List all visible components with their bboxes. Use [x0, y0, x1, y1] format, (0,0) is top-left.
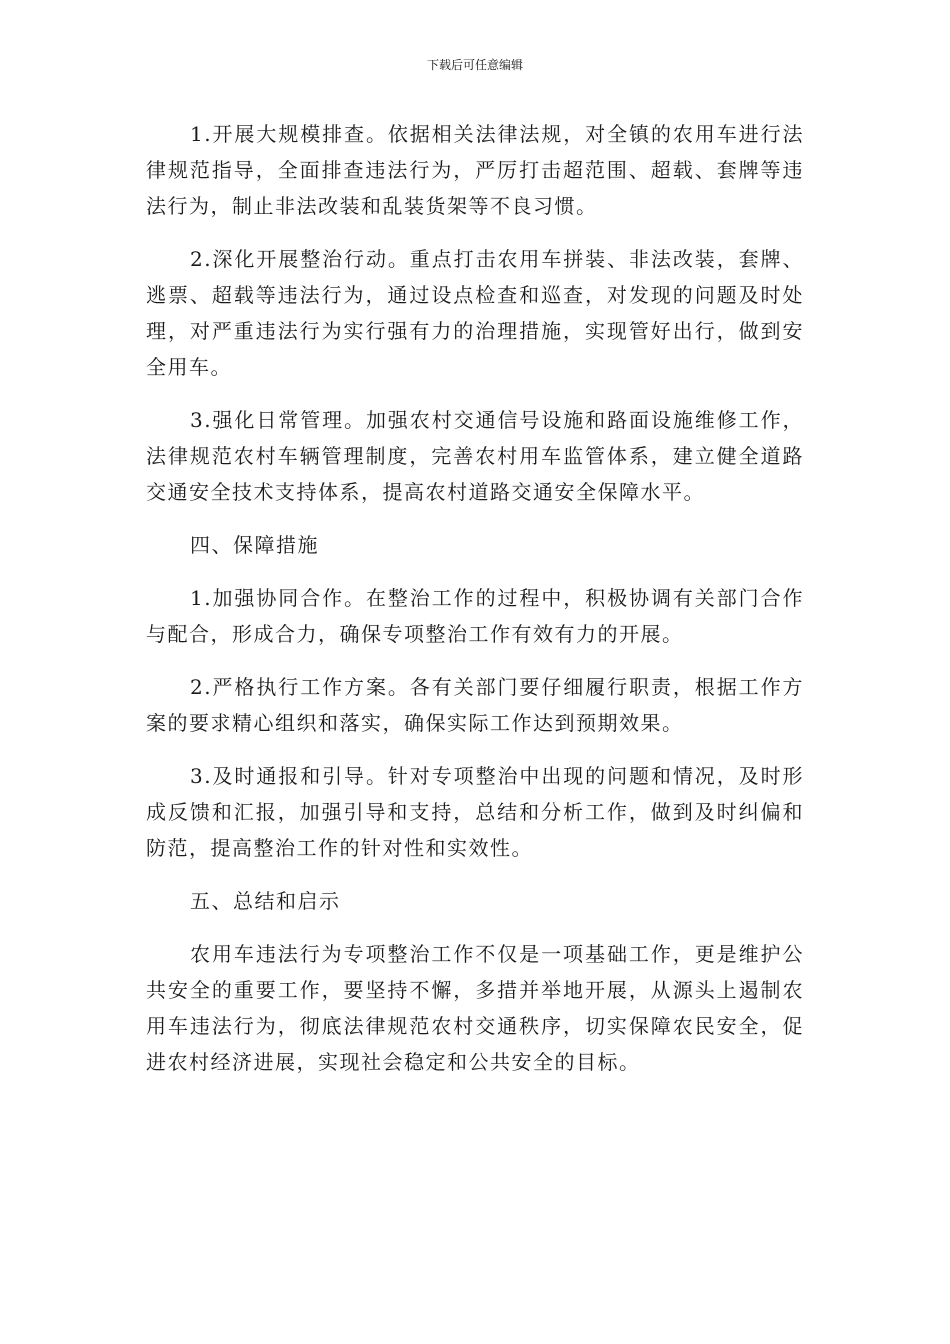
paragraph-work-plan: 2.严格执行工作方案。各有关部门要仔细履行职责，根据工作方案的要求精心组织和落实，确保实际工作达到预期效果。	[146, 675, 804, 735]
paragraph-conclusion: 农用车违法行为专项整治工作不仅是一项基础工作，更是维护公共安全的重要工作，要坚持不懈，多措并举地开展，从源头上遏制农用车违法行为，彻底法律规范农村交通秩序，切实保障农民安全，促进农村经济进展，实现社会稳定和公共安全的目标。	[146, 942, 804, 1074]
paragraph-investigation: 1.开展大规模排查。依据相关法律法规，对全镇的农用车进行法律规范指导，全面排查违法行为，严厉打击超范围、超载、套牌等违法行为，制止非法改装和乱装货架等不良习惯。	[146, 122, 804, 218]
section-heading-safeguards: 四、保障措施	[190, 533, 319, 557]
paragraph-daily-management: 3.强化日常管理。加强农村交通信号设施和路面设施维修工作，法律规范农村车辆管理制度，完善农村用车监管体系，建立健全道路交通安全技术支持体系，提高农村道路交通安全保障水平。	[146, 408, 804, 504]
section-heading-summary: 五、总结和启示	[190, 889, 341, 913]
paragraph-reporting: 3.及时通报和引导。针对专项整治中出现的问题和情况，及时形成反馈和汇报，加强引导和支持，总结和分析工作，做到及时纠偏和防范，提高整治工作的针对性和实效性。	[146, 764, 804, 860]
page-header: 下载后可任意编辑	[426, 58, 523, 72]
document-body	[146, 116, 804, 1097]
paragraph-rectification-action: 2.深化开展整治行动。重点打击农用车拼装、非法改装，套牌、逃票、超载等违法行为，通过设点检查和巡查，对发现的问题及时处理，对严重违法行为实行强有力的治理措施，实现管好出行，做到安全用车。	[146, 247, 804, 379]
paragraph-cooperation: 1.加强协同合作。在整治工作的过程中，积极协调有关部门合作与配合，形成合力，确保专项整治工作有效有力的开展。	[146, 586, 804, 646]
